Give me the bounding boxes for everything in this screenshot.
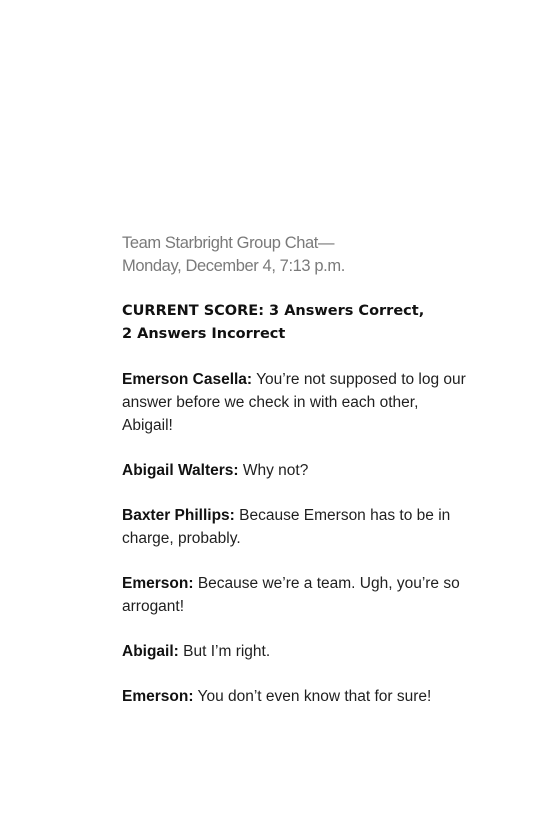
chat-message xyxy=(122,504,472,550)
message-text: Because we’re a team. Ugh, you’re so arrogant! xyxy=(122,575,460,615)
score-line-1: CURRENT SCORE: 3 Answers Correct, xyxy=(122,303,425,319)
message-text: You don’t even know that for sure! xyxy=(197,688,432,705)
score-line-2: 2 Answers Incorrect xyxy=(122,326,286,342)
message-speaker: Abigail: xyxy=(122,643,179,660)
message-speaker: Abigail Walters: xyxy=(122,462,239,479)
chat-message xyxy=(122,572,472,618)
message-speaker: Baxter Phillips: xyxy=(122,507,235,524)
message-text: But I’m right. xyxy=(183,643,271,660)
chat-message xyxy=(122,685,472,708)
message-speaker: Emerson Casella: xyxy=(122,371,253,388)
message-text: You’re not supposed to log our answer before we check in with each other, Abigail! xyxy=(122,371,466,434)
chat-timestamp: Monday, December 4, 7:13 p.m. xyxy=(122,257,345,275)
message-text: Because Emerson has to be in charge, probably. xyxy=(122,507,451,547)
chat-message xyxy=(122,368,472,437)
chat-message xyxy=(122,459,472,482)
chat-title: Team Starbright Group Chat— xyxy=(122,234,335,252)
message-speaker: Emerson: xyxy=(122,575,194,592)
chat-heading xyxy=(122,232,472,278)
message-speaker: Emerson: xyxy=(122,688,194,705)
chat-page xyxy=(122,232,472,730)
message-text: Why not? xyxy=(242,462,309,479)
chat-message xyxy=(122,640,472,663)
current-score xyxy=(122,300,472,346)
